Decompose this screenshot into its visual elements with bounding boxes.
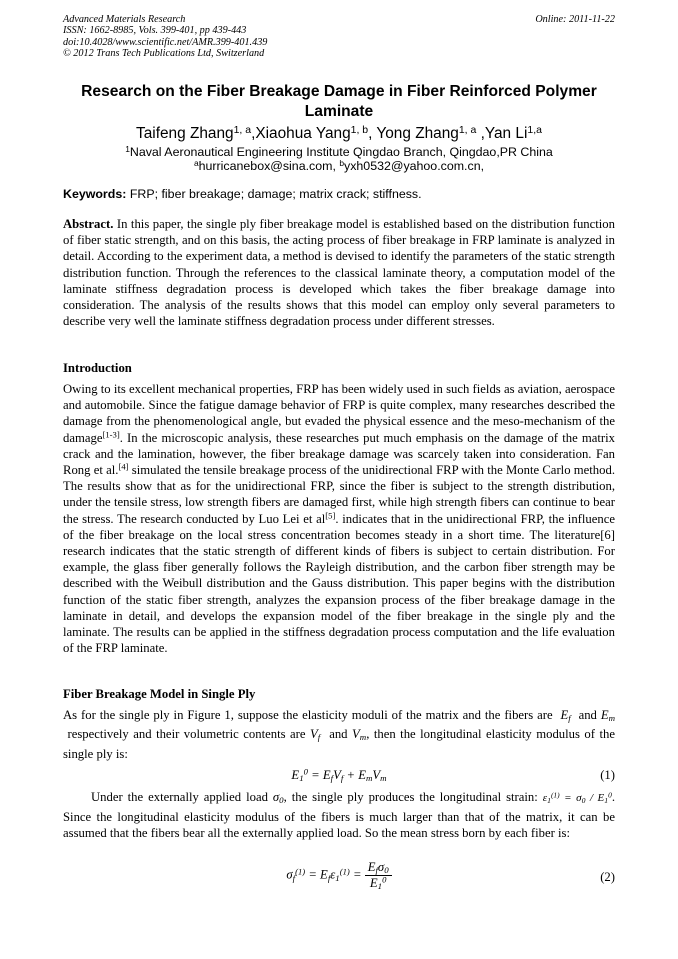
symbol-ef: $E_f$: [560, 708, 571, 724]
paper-title: Research on the Fiber Breakage Damage in Fiber Reinforced Polymer Laminate: [81, 83, 597, 120]
section-text-part: , the single ply produces the longitudinal strain:: [283, 790, 538, 804]
section-text-1: [63, 707, 615, 762]
abstract-label: Abstract.: [63, 217, 114, 231]
strain-formula: $\varepsilon_1^{(1)} = \sigma_0 / E_1^0$: [542, 790, 612, 805]
equation-number: (2): [600, 870, 615, 884]
equation-1: [63, 768, 615, 788]
citation: [4]: [118, 461, 129, 472]
section-text-2: [63, 789, 615, 842]
author-affil: 1, a: [233, 124, 252, 136]
equation-2: [63, 860, 615, 900]
author-name: Yong Zhang: [376, 125, 459, 142]
abstract-text: In this paper, the single ply fiber breakage model is established based on the distribution function of fiber static strength, and on this basis, the acting process of fiber breakage in FRP laminate is analyzed in detail. According to the experiment data, a method is devised to identify the parameters of the static strength distribution function. Through the references to the classical laminate theory, a computation model of the laminate stiffness degradation process is developed which takes the fiber breakage damage into consideration. The analysis of the results shows that this model can employ only several parameters to describe very well the laminate stiffness degradation process under different stresses.: [63, 217, 615, 329]
section-text-part: respectively and their volumetric contents are: [67, 727, 306, 742]
fraction: $\frac{E_f\sigma_0}{E_1^0}$: [365, 860, 392, 891]
citation: [5]: [325, 510, 336, 521]
intro-part: simulated the tensile breakage process of the unidirectional FRP with the Monte Carlo method. The results show that as for the unidirectional FRP, since the fiber is subject to the strength distribution, under the tensile stress, low strength fibers are damaged first, while high strength fibers can continue to bear the stress. The research conducted by Luo Lei et al: [63, 463, 616, 526]
section-text-part: . Since the longitudinal elasticity modulus of the fibers is much larger than that of the matrix, it can be assumed that the fibers bear all the externally applied load. So the mean stress born by each fiber is:: [63, 790, 616, 841]
keywords: [63, 187, 615, 202]
affil-text: Naval Aeronautical Engineering Institute Qingdao Branch, Qingdao,PR China: [129, 145, 553, 159]
author-affil: 1,a: [527, 124, 542, 136]
journal-header: [63, 14, 267, 60]
author-name: Yan Li: [484, 125, 528, 142]
symbol-em: $E_m$: [600, 708, 616, 724]
intro-part: . indicates that in the unidirectional FRP, the influence of the fiber breakage on the local stress concentration becomes steady in a short time. The literature[6] research indicates that the static strength of different kinds of fibers is subject to certain distribution. For example, the glass fiber generally follows the Rayleigh distribution, and the carbon fiber strength may be described with the Weibull distribution and the Gauss distribution. This paper begins with the distribution function of the static fiber strength, analyzes the expansion process of the fiber breakage damage in the laminate in detail, and develops the expansion model of the fiber breakage in the single ply and the laminate. The results can be applied in the stiffness degradation process computation and the life evaluation of the FRP laminate.: [63, 511, 615, 656]
issn-line: ISSN: 1662-8985, Vols. 399-401, pp 439-443: [63, 25, 247, 37]
doi-line: doi:10.4028/www.scientific.net/AMR.399-401.439: [63, 36, 268, 48]
online-date: Online: 2011-11-22: [535, 14, 615, 25]
intro-part: Owing to its excellent mechanical properties, FRP has been widely used in such fields as aviation, aerospace and automobile. Since the fatigue damage behavior of FRP is quite complex, many researches described the damage from the phenomenological angle, but evaded the physical essence and the meso-mechanism of the damage: [63, 382, 615, 445]
email-mark: a: [193, 157, 199, 168]
author-name: Taifeng Zhang: [136, 125, 234, 142]
keywords-text: FRP; fiber breakage; damage; matrix crack; stiffness.: [129, 187, 422, 201]
symbol-sigma0: $\sigma_0$: [272, 790, 284, 806]
introduction-text: [63, 381, 615, 656]
journal-name: Advanced Materials Research: [63, 14, 186, 25]
symbol-vm: $V_m$: [352, 727, 367, 743]
equation-number: (1): [600, 768, 615, 782]
copyright-line: © 2012 Trans Tech Publications Ltd, Switzerland: [63, 48, 265, 60]
author-name: Xiaohua Yang: [255, 125, 351, 142]
symbol-vf: $V_f$: [309, 727, 321, 743]
email-mark: b: [339, 157, 345, 168]
section-heading-fiber-breakage: Fiber Breakage Model in Single Ply: [63, 687, 256, 701]
email-address[interactable]: hurricanebox@sina.com: [198, 159, 333, 173]
section-text-part: and: [578, 708, 597, 722]
affil-mark: 1: [125, 143, 130, 154]
intro-part: . In the microscopic analysis, these researches put much emphasis on the damage of the matrix crack and the lamination, however, the fiber breakage damage was scarcely taken into consideration. Fan Rong et al.: [63, 430, 615, 478]
equation-1-body: $E_1^0 = E_fV_f + E_mV_m$: [291, 766, 387, 784]
introduction-heading: Introduction: [63, 361, 132, 375]
author-affil: 1, a: [458, 124, 477, 136]
keywords-label: Keywords:: [63, 187, 127, 201]
section-text-part: , then the longitudinal elasticity modulus of the single ply is:: [63, 727, 615, 761]
author-affil: 1, b: [350, 124, 369, 136]
section-text-part: Under the externally applied load: [91, 790, 268, 804]
email-line: $^a$hurricanebox@sina.com, $^b$yxh0532@yahoo.com.cn,: [193, 157, 485, 173]
email-address[interactable]: yxh0532@yahoo.com.cn: [344, 159, 481, 173]
abstract: [63, 216, 615, 329]
author-list: Taifeng Zhang$^{1, a}$,Xiaohua Yang$^{1, b}$, Yong Zhang$^{1, a}$ ,Yan Li$^{1,a}$: [136, 124, 542, 142]
section-text-part: and: [329, 727, 348, 742]
citation: [1-3]: [102, 429, 120, 440]
equation-2-body: $\sigma_f^{(1)} = E_f\varepsilon_1^{(1)}$ = $\frac{E_f\sigma_0}{E_1^0}$: [63, 860, 615, 891]
section-text-part: As for the single ply in Figure 1, suppose the elasticity moduli of the matrix and the fibers are: [63, 708, 553, 722]
